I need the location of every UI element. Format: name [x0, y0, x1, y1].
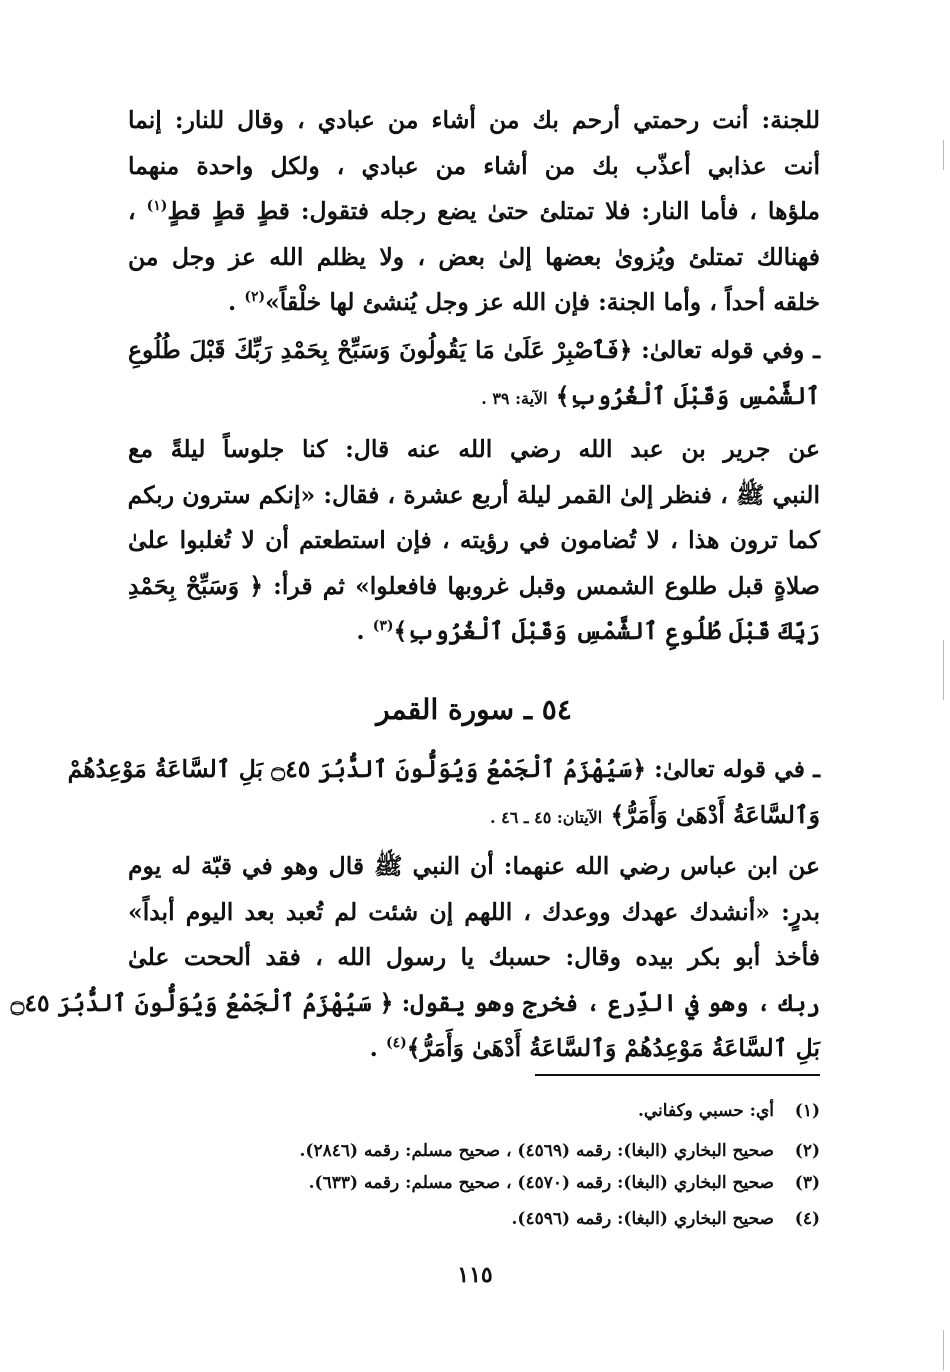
text-line — [128, 189, 820, 235]
quran-verse: سَيُهْزَمُ ٱلْجَمْعُ وَيُوَلُّونَ ٱلدُّبُرَ ۝٤٥ بَلِ ٱلسَّاعَةُ مَوْعِدُهُمْ — [67, 755, 633, 783]
text-line: كما ترون هذا ، لا تُضامون في رؤيته ، فإن استطعتم أن لا تُغلبوا علىٰ — [128, 526, 820, 554]
footnote — [128, 1202, 820, 1237]
quran-verse: رَبِّكَ قَبْلَ طُلُوعِ ٱلشَّمْسِ وَقَبْلَ ٱلْغُرُوبِ﴾ — [393, 617, 820, 645]
page-number: ١١٥ — [457, 1262, 493, 1288]
scan-edge-mark — [943, 640, 944, 700]
period: . — [369, 1034, 378, 1062]
footnote-text: صحيح البخاري (البغا): رقمه (٤٥٦٩) ، صحيح مسلم: رقمه (٢٨٤٦). — [299, 1141, 774, 1161]
footnote-ref: (٤) — [385, 1035, 407, 1052]
text-line — [128, 609, 820, 655]
footnote-number: (١) — [794, 1101, 820, 1121]
text-line: أنت عذابي أعذّب بك من أشاء من عبادي ، ولكل واحدة منهما — [128, 151, 820, 180]
verse-citation-paragraph — [128, 328, 820, 421]
text-line: بدرٍ: «أنشدك عهدك ووعدك ، اللهم إن شئت لم تُعبد بعد اليوم أبداً» — [128, 897, 820, 926]
text-line — [128, 328, 820, 374]
quran-verse: بَلِ ٱلسَّاعَةُ مَوْعِدُهُمْ وَٱلسَّاعَةُ أَدْهَىٰ وَأَمَرُّ﴾ — [406, 1034, 820, 1062]
period: . — [356, 617, 365, 645]
text-line: النبي ﷺ ، فنظر إلىٰ القمر ليلة أربع عشرة ، فقال: «إنكم سترون ربكم — [127, 480, 820, 509]
footnote-number: (٢) — [794, 1141, 820, 1161]
footnote-ref: (٣) — [372, 618, 394, 635]
comma: ، — [128, 197, 136, 225]
verse-reference: الآية: ٣٩ . — [481, 388, 548, 408]
footnote-ref: (٢) — [244, 289, 266, 306]
text-line — [67, 747, 820, 793]
text-line: صلاةٍ قبل طلوع الشمس وقبل غروبها فافعلوا» ثم قرأ: ﴿ وَسَبِّحْ بِحَمْدِ — [128, 571, 820, 600]
text-line: للجنة: أنت رحمتي أرحم بك من أشاء من عبادي ، وقال للنار: إنما — [128, 106, 820, 134]
text-segment: خلقه أحداً ، وأما الجنة: فإن الله عز وجل يُنشئ لها خلْقاً» — [265, 288, 820, 316]
footnote-separator — [535, 1074, 820, 1076]
footnote — [128, 1094, 820, 1129]
footnote-text: أي: حسبي وكفاني. — [637, 1101, 774, 1121]
text-line: عن ابن عباس رضي الله عنهما: أن النبي ﷺ قال وهو في قبّة له يوم — [128, 852, 820, 880]
quran-verse: ٱلشَّمْسِ وَقَبْلَ ٱلْغُرُوبِ﴾ — [555, 381, 820, 410]
footnote-number: (٣) — [794, 1173, 820, 1193]
quran-verse: وَٱلسَّاعَةُ أَدْهَىٰ وَأَمَرُّ﴾ — [610, 800, 820, 829]
surah-heading: ٥٤ ـ سورة القمر — [376, 693, 572, 726]
footnote-text: صحيح البخاري (البغا): رقمه (٤٥٩٦). — [511, 1209, 774, 1229]
verse-intro: ـ في قوله تعالىٰ: ﴿ — [632, 755, 820, 783]
text-line — [128, 374, 820, 422]
footnote — [128, 1166, 820, 1201]
text-segment: ملؤها ، فأما النار: فلا تمتلئ حتىٰ يضع رجله فتقول: قطٍ قطٍ قطٍ — [167, 197, 820, 225]
text-line: عن جرير بن عبد الله رضي الله عنه قال: كنا جلوساً ليلةً مع — [128, 435, 820, 463]
text-line — [128, 280, 820, 326]
scan-edge-mark — [943, 1330, 944, 1370]
hadith-paragraph-jarir — [128, 427, 820, 655]
footnote-text: صحيح البخاري (البغا): رقمه (٤٥٧٠) ، صحيح مسلم: رقمه (٦٣٣). — [308, 1173, 774, 1193]
verse-intro: ـ وفي قوله تعالىٰ: ﴿ — [618, 336, 820, 364]
footnote — [128, 1134, 820, 1169]
footnote-number: (٤) — [794, 1209, 820, 1229]
text-line — [128, 793, 820, 841]
verse-reference: الآيتان: ٤٥ ـ ٤٦ . — [489, 807, 603, 827]
verse-citation-paragraph — [67, 747, 820, 840]
hadith-continuation-paragraph — [128, 98, 820, 326]
footnote-ref: (١) — [146, 198, 168, 215]
hadith-paragraph-ibn-abbas — [10, 844, 820, 1072]
text-line: فهنالك تمتلئ ويُزوىٰ بعضها إلىٰ بعض ، ولا يظلم الله عز وجل من — [128, 242, 820, 271]
quran-verse: فَٱصْبِرْ عَلَىٰ مَا يَقُولُونَ وَسَبِّحْ بِحَمْدِ رَبِّكَ قَبْلَ طُلُوعِ — [128, 336, 619, 364]
scan-edge-mark — [943, 140, 944, 170]
period: . — [227, 288, 237, 316]
text-line — [128, 1026, 820, 1072]
text-line: فأخذ أبو بكر بيده وقال: حسبك يا رسول الله ، فقد ألححت علىٰ — [128, 943, 820, 971]
text-line: ربك ، وهو في الدِّرع ، فخرج وهو يقول: ﴿ سَيُهْزَمُ ٱلْجَمْعُ وَيُوَلُّونَ ٱلدُّبُرَ ۝٤٥ — [10, 988, 820, 1017]
